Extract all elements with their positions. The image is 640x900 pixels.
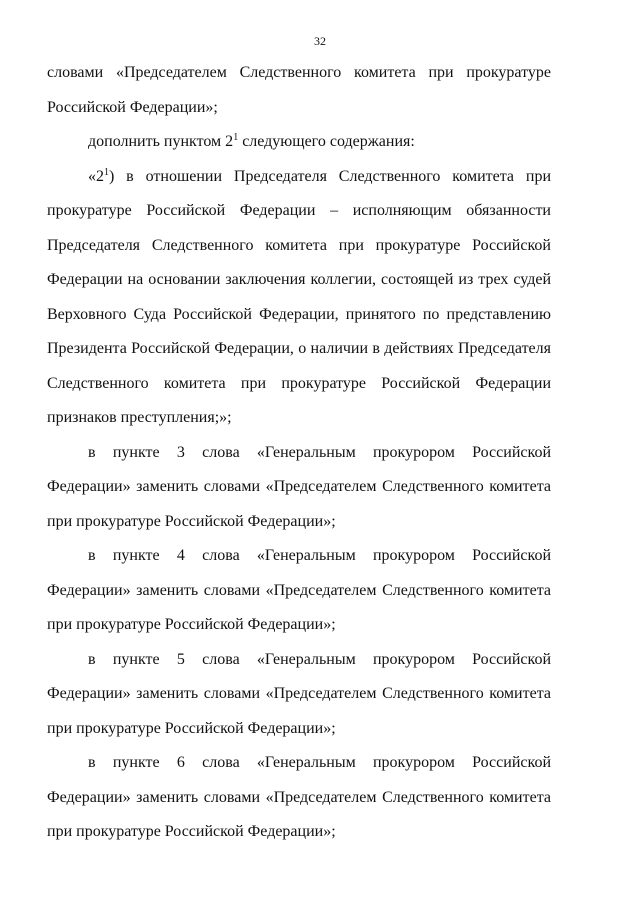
paragraph-2-text-start: дополнить пунктом 2 bbox=[88, 133, 234, 150]
paragraph-3-superscript: 1 bbox=[104, 166, 109, 178]
paragraph-1: словами «Председателем Следственного комитета при прокуратуре Российской Федерации»; bbox=[47, 64, 551, 116]
paragraph-3-text-start: «2 bbox=[88, 167, 104, 185]
paragraph-2-text-end: следующего содержания: bbox=[238, 133, 415, 150]
paragraph-3 bbox=[47, 160, 551, 436]
paragraph-7: в пункте 6 слова «Генеральным прокурором Российской Федерации» заменить словами «Председателем Следственного комитета при прокуратуре Российской Федерации»; bbox=[47, 754, 551, 840]
paragraph-3-text-end: ) в отношении Председателя Следственного комитета при прокуратуре Российской Федерации – исполняющим обязанности Председателя Следственного комитета при прокуратуре Российской Федерации на основании заключения коллегии, состоящей из трех судей Верховного Суда Российской Федерации, принятого по представлению Президента Российской Федерации, о наличии в действиях Председателя Следственного комитета при прокуратуре Российской Федерации признаков преступления;»; bbox=[47, 167, 551, 426]
paragraph-6: в пункте 5 слова «Генеральным прокурором Российской Федерации» заменить словами «Председателем Следственного комитета при прокуратуре Российской Федерации»; bbox=[47, 650, 551, 737]
paragraph-2 bbox=[47, 125, 551, 160]
paragraph-5: в пункте 4 слова «Генеральным прокурором Российской Федерации» заменить словами «Председателем Следственного комитета при прокуратуре Российской Федерации»; bbox=[47, 547, 551, 633]
paragraph-4: в пункте 3 слова «Генеральным прокурором Российской Федерации» заменить словами «Председателем Следственного комитета при прокуратуре Российской Федерации»; bbox=[47, 443, 551, 530]
document-body bbox=[47, 56, 551, 850]
page-number: 32 bbox=[314, 34, 326, 48]
paragraph-2-superscript: 1 bbox=[233, 132, 239, 143]
